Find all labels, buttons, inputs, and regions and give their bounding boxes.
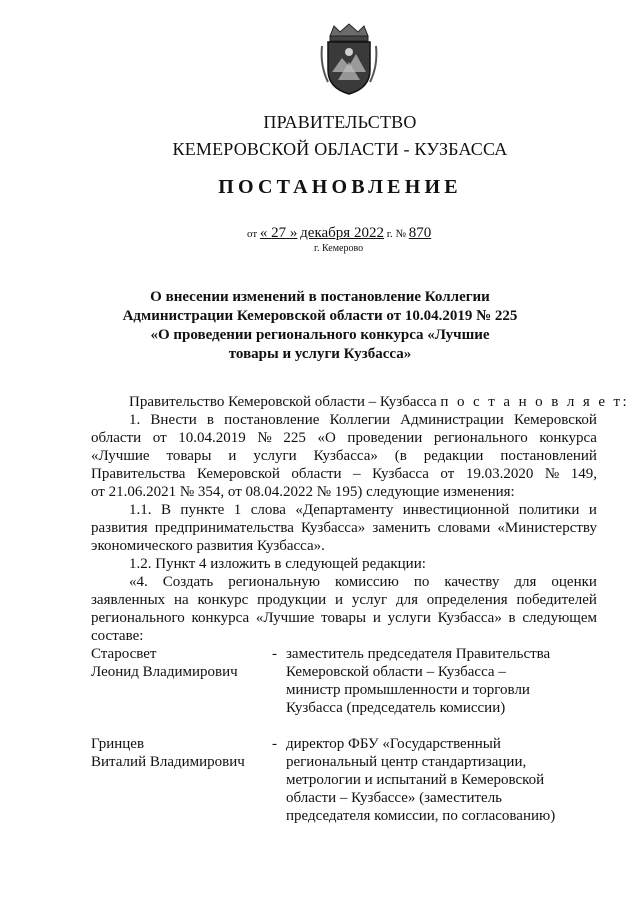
word: регионального — [91, 610, 185, 626]
intro-paragraph — [129, 393, 629, 411]
word: Кузбасса» — [437, 610, 502, 626]
word: Правительства — [91, 466, 186, 482]
word: определения — [426, 592, 508, 608]
word: следующем — [522, 610, 597, 626]
subject-line: «О проведении регионального конкурса «Лучшие — [150, 327, 490, 343]
paragraph-4-last-line: составе: — [91, 628, 144, 644]
word: услуги — [253, 448, 297, 464]
paragraph-4-line — [129, 573, 597, 591]
word: 19.03.2020 — [465, 466, 534, 482]
word: Внести — [150, 412, 197, 428]
word: «Департаменту — [295, 502, 394, 518]
member-role-line: председателя комиссии, по согласованию) — [286, 808, 556, 824]
word: и — [228, 448, 237, 464]
date-year-suffix: г. — [386, 228, 393, 240]
word: Кузбасса» — [313, 448, 378, 464]
word: заявленных — [91, 592, 166, 608]
word: инвестиционной — [402, 502, 510, 518]
word: в — [508, 610, 516, 626]
subject-line: товары и услуги Кузбасса» — [228, 346, 412, 362]
word: Кузбасса — [372, 466, 429, 482]
word: и — [335, 592, 344, 608]
word: от — [152, 430, 167, 446]
member-given-names: Леонид Владимирович — [91, 664, 238, 680]
member-role-line: директор ФБУ «Государственный — [286, 736, 501, 752]
member-surname: Гринцев — [91, 736, 145, 752]
paragraph-1-line — [91, 447, 597, 465]
word: услуг — [351, 592, 388, 608]
word: пункте — [180, 502, 225, 518]
paragraph-1-last-line: от 21.06.2021 № 354, от 08.04.2022 № 195) следующие изменения: — [91, 484, 515, 500]
word: Администрации — [400, 412, 504, 428]
word: Коллегии — [329, 412, 390, 428]
word: продукции — [257, 592, 327, 608]
word: качеству — [444, 574, 500, 590]
paragraph-1-line — [91, 465, 597, 483]
word: проведении — [347, 430, 423, 446]
word: Создать — [162, 574, 214, 590]
word: 225 — [283, 430, 306, 446]
member-surname: Старосвет — [91, 646, 157, 662]
member-role-line: метрологии и испытаний в Кемеровской — [286, 772, 545, 788]
word: слова — [250, 502, 286, 518]
word: № — [257, 430, 272, 446]
word: комиссию — [334, 574, 399, 590]
word: и — [372, 610, 381, 626]
word: редакции — [423, 448, 484, 464]
member-role-line: министр промышленности и торговли — [286, 682, 530, 698]
word: победителей — [516, 592, 597, 608]
word: регионального — [433, 430, 528, 446]
word: «Лучшие — [255, 610, 315, 626]
word: 1 — [233, 502, 242, 518]
paragraph-1-1-line — [129, 501, 597, 519]
member-role-line: заместитель председателя Правительства — [286, 646, 551, 662]
subject-line: Администрации Кемеровской области от 10.04.2019 № 225 — [122, 308, 518, 324]
word: для — [395, 592, 418, 608]
member-role-line: области – Кузбассе» (заместитель — [286, 790, 503, 806]
date-prefix: от — [247, 228, 258, 240]
word: конкурса — [191, 610, 250, 626]
word: и — [588, 502, 597, 518]
word: конкурс — [197, 592, 249, 608]
date-open-quote: « — [259, 225, 268, 241]
intro-text: Правительство Кемеровской области – Кузбасса — [129, 394, 437, 410]
number-sign: № — [395, 228, 406, 240]
word: постановление — [224, 412, 320, 428]
coat-of-arms-emblem — [318, 22, 380, 96]
word: «О — [317, 430, 336, 446]
paragraph-1-1-last-line: экономического развития Кузбасса». — [91, 538, 325, 554]
document-type-title: ПОСТАНОВЛЕНИЕ — [218, 176, 462, 198]
word: товары — [321, 610, 367, 626]
word: области — [291, 466, 342, 482]
word: Кемеровской — [514, 412, 597, 428]
word: – — [353, 466, 361, 482]
word: развития — [91, 520, 148, 536]
word: от — [440, 466, 455, 482]
word: «4. — [129, 574, 148, 590]
decree-subject — [0, 288, 640, 364]
word: для — [514, 574, 537, 590]
paragraph-1-1-line — [91, 519, 597, 537]
word: постановлений — [500, 448, 597, 464]
word: Кузбасса» — [301, 520, 366, 536]
word: 10.04.2019 — [178, 430, 246, 446]
member-dash: - — [272, 646, 277, 662]
member-role-line: региональный центр стандартизации, — [286, 754, 527, 770]
intro-spaced-verb: п о с т а н о в л я е т: — [440, 394, 630, 410]
member-role-line: Кузбасса (председатель комиссии) — [286, 700, 506, 716]
word: 149, — [570, 466, 597, 482]
word: услуги — [387, 610, 431, 626]
member-dash: - — [272, 736, 277, 752]
paragraph-1-line — [129, 411, 597, 429]
paragraph-1-line — [91, 429, 597, 447]
word: товары — [166, 448, 212, 464]
paragraph-1-2: 1.2. Пункт 4 изложить в следующей редакции: — [129, 556, 426, 572]
word: (в — [394, 448, 407, 464]
word: предпринимательства — [154, 520, 294, 536]
decree-dateline — [247, 225, 431, 242]
word: области — [91, 430, 142, 446]
word: «Министерству — [497, 520, 597, 536]
member-given-names: Виталий Владимирович — [91, 754, 245, 770]
word: В — [160, 502, 171, 518]
date-month-year: декабря 2022 — [300, 225, 384, 241]
paragraph-4-line — [91, 591, 597, 609]
subject-line: О внесении изменений в постановление Коллегии — [150, 289, 490, 305]
word: № — [544, 466, 560, 482]
word: Кемеровской — [196, 466, 280, 482]
word: в — [206, 412, 214, 428]
word: 1.1. — [129, 502, 152, 518]
city: г. Кемерово — [314, 243, 364, 254]
government-name-line1: ПРАВИТЕЛЬСТВО — [263, 112, 417, 132]
date-close-quote: » — [289, 225, 298, 241]
word: политики — [518, 502, 580, 518]
member-role-line: Кемеровской области – Кузбасса – — [286, 664, 506, 680]
word: «Лучшие — [91, 448, 150, 464]
word: 1. — [129, 412, 141, 428]
word: конкурса — [539, 430, 597, 446]
word: региональную — [228, 574, 320, 590]
date-day: 27 — [271, 225, 287, 241]
decree-number: 870 — [408, 225, 432, 241]
word: оценки — [551, 574, 597, 590]
government-name-line2: КЕМЕРОВСКОЙ ОБЛАСТИ - КУЗБАССА — [172, 139, 508, 159]
paragraph-4-line — [91, 609, 597, 627]
word: на — [173, 592, 189, 608]
word: по — [413, 574, 430, 590]
word: заменить — [372, 520, 431, 536]
word: словами — [437, 520, 491, 536]
